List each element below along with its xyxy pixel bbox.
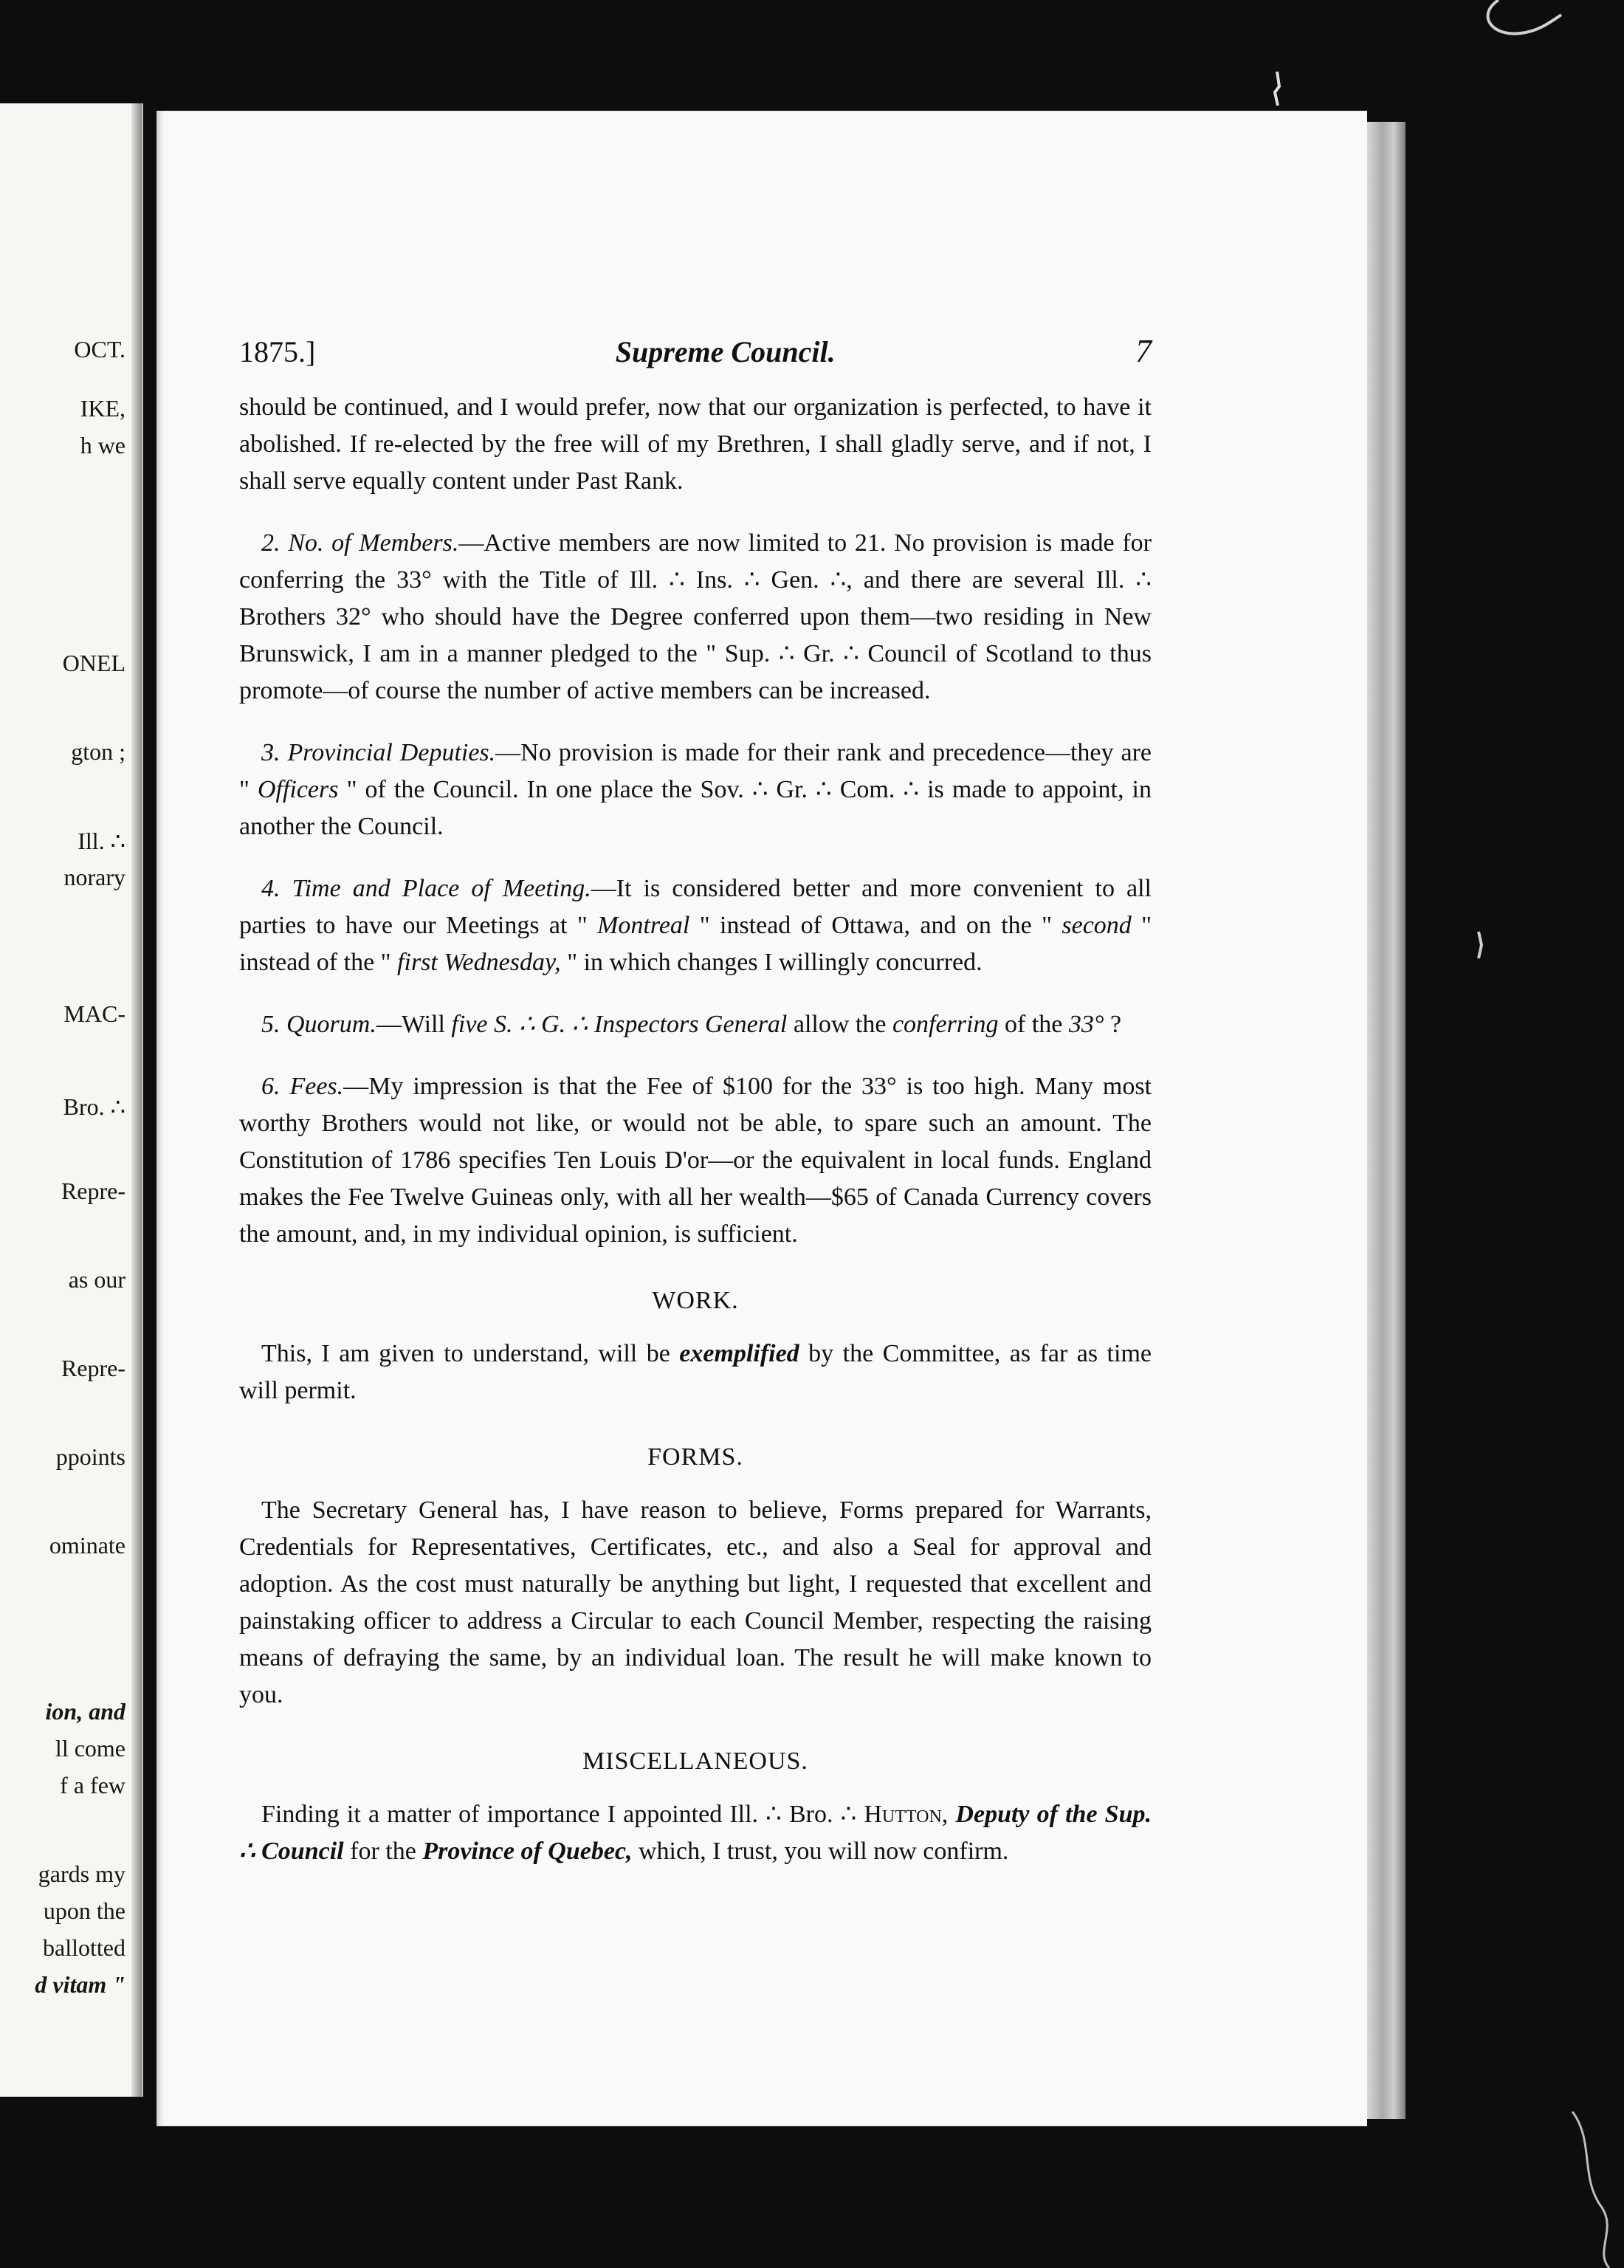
paragraph-text: by the Committee, as far as time will permit.: [239, 1340, 1152, 1404]
previous-page-line: MAC-: [63, 1000, 125, 1027]
section-heading-work: WORK.: [652, 1287, 739, 1314]
previous-page-line: ONEL: [62, 650, 125, 676]
previous-page-line: ll come: [55, 1735, 125, 1762]
previous-page-line: ppoints: [55, 1443, 125, 1470]
paragraph-text: of the: [998, 1011, 1069, 1038]
scan-artifact-dot: [1473, 930, 1487, 960]
previous-page-line: Bro. ∴: [63, 1093, 125, 1120]
person-name: Hutton,: [864, 1801, 949, 1828]
paragraph-quorum: [239, 1006, 1152, 1043]
running-title: Supreme Council.: [615, 335, 836, 368]
paragraph-text: —Will: [376, 1011, 452, 1038]
item-heading: Quorum.: [286, 1011, 376, 1038]
paragraph-miscellaneous: [239, 1796, 1152, 1870]
paragraph-text: for the: [343, 1838, 423, 1865]
italic-text: Province of Quebec,: [422, 1838, 633, 1865]
paragraph-text: —No provision is made for their rank and precedence—they are ": [239, 739, 1152, 803]
paragraph-continuation: [239, 389, 1152, 500]
section-heading-forms: FORMS.: [647, 1443, 743, 1471]
previous-page-line: norary: [63, 864, 125, 890]
page-edge: [1367, 122, 1405, 2119]
item-number: 2.: [261, 529, 281, 557]
previous-page-line: upon the: [43, 1897, 125, 1924]
italic-text: 33°: [1068, 1011, 1104, 1038]
paragraph-text: " instead of Ottawa, and on the ": [699, 912, 1052, 939]
italic-text: second: [1062, 912, 1132, 939]
previous-page-line: h we: [80, 432, 125, 458]
item-heading: No. of Members.: [288, 529, 459, 557]
item-heading: Time and Place of Meeting.: [292, 875, 591, 902]
scan-artifact-fibre: [1565, 2111, 1624, 2268]
previous-page-line: ion, and: [45, 1698, 125, 1725]
previous-page-line: gards my: [38, 1860, 125, 1887]
page-gutter: [131, 103, 142, 2097]
scan-artifact-speck: [1266, 70, 1288, 107]
header-year: 1875.]: [239, 335, 316, 368]
item-number: 5.: [261, 1011, 281, 1038]
previous-page-line: d vitam ": [35, 1971, 125, 1998]
item-number: 3.: [261, 739, 281, 766]
paragraph-text: Finding it a matter of importance I appointed Ill. ∴ Bro. ∴: [261, 1801, 864, 1828]
page-text-block: [239, 332, 1152, 1895]
previous-page-line: as our: [68, 1266, 125, 1293]
previous-page-line: Repre-: [61, 1355, 125, 1381]
paragraph-text: This, I am given to understand, will be: [261, 1340, 680, 1367]
paragraph-text: —It is considered better and more convenient to all parties to have our Meetings at ": [239, 875, 1152, 939]
paragraph-text: should be continued, and I would prefer, now that our organization is perfected, to have it abolished. If re-elected by the free will of my Brethren, I shall gladly serve, and if not, I shall serve equally content under Past Rank.: [239, 394, 1152, 495]
previous-page-line: gton ;: [71, 738, 125, 765]
previous-page-line: Ill. ∴: [78, 828, 125, 854]
paragraph-fees: [239, 1068, 1152, 1253]
paragraph-meeting: [239, 870, 1152, 981]
previous-page-line: f a few: [60, 1772, 125, 1798]
item-number: 4.: [261, 875, 281, 902]
page-number: 7: [1135, 333, 1152, 369]
paragraph-text: " in which changes I willingly concurred.: [567, 949, 983, 976]
paragraph-forms: [239, 1492, 1152, 1714]
item-heading: Fees.: [289, 1073, 344, 1100]
paragraph-text: which, I trust, you will now confirm.: [632, 1838, 1009, 1865]
paragraph-text: " instead of the ": [239, 912, 1152, 976]
previous-page-line: Repre-: [61, 1178, 125, 1204]
paragraph-text: ?: [1104, 1011, 1122, 1038]
paragraph-work: [239, 1336, 1152, 1409]
paragraph-text: The Secretary General has, I have reason to believe, Forms prepared for Warrants, Credentials for Representatives, Certificates, etc., and also a Seal for approval and adoption. As the cost must naturally be anything but light, I requested that excellent and painstaking officer to address a Circular to each Council Member, respecting the raising means of defraying the same, by an individual loan. The result he will make known to you.: [239, 1496, 1152, 1708]
italic-text: Officers: [257, 776, 339, 803]
paragraph-text: " of the Council. In one place the Sov. ∴ Gr. ∴ Com. ∴ is made to appoint, in another the Council.: [239, 776, 1152, 840]
section-heading-miscellaneous: MISCELLANEOUS.: [582, 1748, 808, 1775]
italic-text: conferring: [892, 1011, 999, 1038]
paragraph-members: [239, 525, 1152, 709]
previous-page-line: ominate: [49, 1532, 125, 1559]
item-number: 6.: [261, 1073, 281, 1100]
book-page: [156, 111, 1367, 2126]
italic-text: Deputy of the Sup. ∴ Council: [239, 1801, 1152, 1865]
paragraph-text: —My impression is that the Fee of $100 for the 33° is too high. Many most worthy Brothers would not like, or would not be able, to spare such an amount. The Constitution of 1786 specifies Ten Louis D'or—or the equivalent in local funds. England makes the Fee Twelve Guineas only, with all her wealth—$65 of Canada Currency covers the amount, and, in my individual opinion, is sufficient.: [239, 1073, 1152, 1248]
previous-page-line: IKE,: [80, 395, 125, 422]
previous-page-line: OCT.: [74, 336, 125, 362]
item-heading: Provincial Deputies.: [287, 739, 496, 766]
italic-text: five S. ∴ G. ∴ Inspectors General: [451, 1011, 788, 1038]
scan-artifact-curl: [1469, 0, 1565, 52]
previous-page-line: ballotted: [43, 1934, 125, 1961]
running-header: [239, 332, 1152, 370]
paragraph-text: —Active members are now limited to 21. No provision is made for conferring the 33° with the Title of Ill. ∴ Ins. ∴ Gen. ∴, and there are several Ill. ∴ Brothers 32° who should have the Degree conferred upon them—two residing in New Brunswick, I am in a manner pledged to the " Sup. ∴ Gr. ∴ Council of Scotland to thus promote—of course the number of active members can be increased.: [239, 529, 1152, 704]
italic-text: exemplified: [679, 1340, 799, 1367]
italic-text: Montreal: [597, 912, 690, 939]
paragraph-deputies: [239, 735, 1152, 845]
italic-text: first Wednesday,: [397, 949, 561, 976]
paragraph-text: allow the: [787, 1011, 892, 1038]
